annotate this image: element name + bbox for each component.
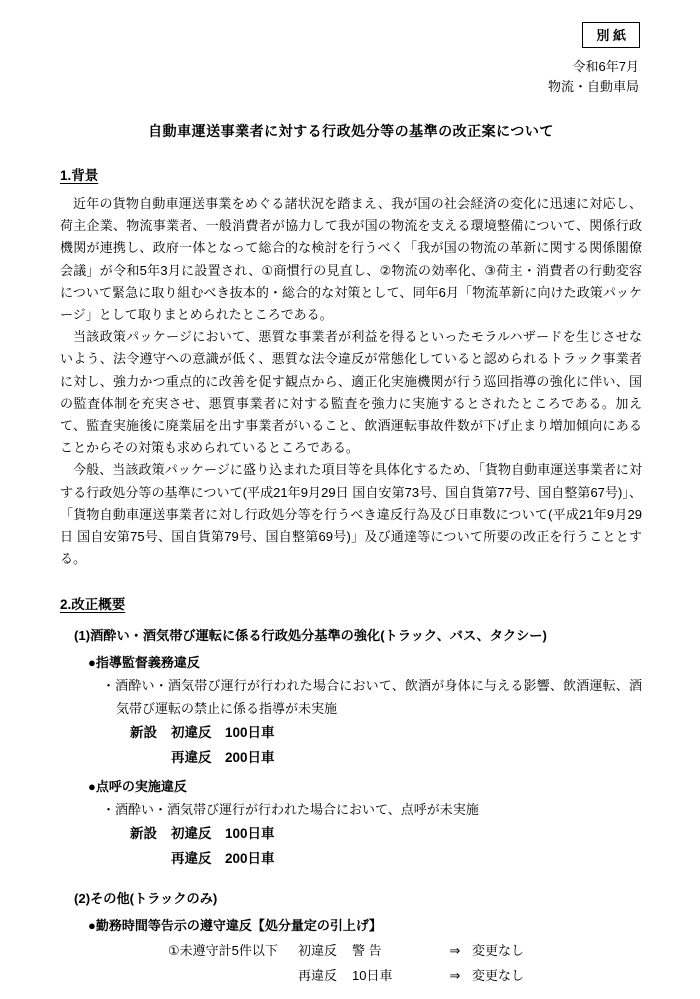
background-text bbox=[60, 193, 642, 570]
penalty-new-label: 新設 bbox=[130, 826, 157, 842]
arrow-icon: ⇒ bbox=[449, 943, 461, 959]
section-2-heading: 2.改正概要 bbox=[60, 597, 126, 613]
working-hours-bullet: ●勤務時間等告示の遵守違反【処分量定の引上げ】 bbox=[88, 918, 382, 934]
row-violation-label: 初違反 bbox=[298, 943, 338, 959]
penalty-first-value: 100日車 bbox=[225, 724, 275, 740]
attachment-label: 別 紙 bbox=[582, 22, 640, 48]
violation-block-rollcall bbox=[60, 775, 642, 871]
background-paragraph-2: 当該政策パッケージにおいて、悪質な事業者が利益を得るといったモラルハザードを生じさせないよう、法令遵守への意識が低く、悪質な法令違反が常態化していると認められるトラック事業者に対し、強力かつ重点的に改善を促す観点から、適正化実施機関が行う巡回指導の強化に伴い、国の監査体制を充実させ、悪質事業者に対する監査を強力に実施するとされたところである。加えて、監査実施後に廃業届を出す事業者がいること、飲酒運転事故件数が下げ止まり増加傾向にあることからその対策も求められているところである。 bbox=[60, 329, 642, 456]
background-paragraph-3: 今般、当該政策パッケージに盛り込まれた項目等を具体化するため、「貨物自動車運送事業者に対する行政処分等の基準について(平成21年9月29日 国自安第73号、国自貨第77号、国自整第67号)」、「貨物自動車運送事業者に対し行政処分等を行うべき違反行為及び日車数について(平成21年9月29日 国自安第75号、国自貨第79号、国自整第69号)」及び通達等について所要の改正を行うこととする。 bbox=[60, 462, 642, 567]
working-hours-row-repeat bbox=[168, 963, 642, 988]
violation-block-guidance bbox=[60, 651, 642, 769]
arrow-icon: ⇒ bbox=[449, 968, 461, 984]
violation-description: ・酒酔い・酒気帯び運行が行われた場合において、飲酒が身体に与える影響、飲酒運転、酒気帯び運転の禁止に係る指導が未実施 bbox=[102, 678, 642, 716]
penalty-first-label: 初違反 bbox=[171, 724, 212, 740]
section-revision-overview bbox=[60, 594, 642, 988]
penalty-first-label: 初違反 bbox=[171, 826, 212, 842]
penalty-new-label: 新設 bbox=[130, 724, 157, 740]
penalty-first-line bbox=[130, 821, 642, 846]
working-hours-row-first bbox=[168, 938, 642, 963]
violation-label: ●点呼の実施違反 bbox=[88, 778, 187, 794]
row-result: 変更なし bbox=[472, 943, 525, 959]
penalty-repeat-value: 200日車 bbox=[225, 749, 275, 765]
penalty-repeat-value: 200日車 bbox=[225, 851, 275, 867]
revision-item-1-heading: (1)酒酔い・酒気帯び運転に係る行政処分基準の強化(トラック、バス、タクシー) bbox=[74, 628, 547, 644]
penalty-repeat-label: 再違反 bbox=[171, 851, 212, 867]
row-condition: ①未遵守計5件以下 bbox=[168, 943, 278, 959]
penalty-repeat-label: 再違反 bbox=[171, 749, 212, 765]
row-violation-label: 再違反 bbox=[298, 968, 338, 984]
document-date: 令和6年7月 bbox=[572, 59, 639, 74]
issuing-bureau: 物流・自動車局 bbox=[547, 79, 639, 94]
document-title: 自動車運送事業者に対する行政処分等の基準の改正案について bbox=[148, 123, 554, 139]
row-result: 変更なし bbox=[472, 968, 525, 984]
penalty-repeat-line bbox=[130, 745, 642, 770]
section-1-heading: 1.背景 bbox=[60, 168, 99, 183]
penalty-repeat-line bbox=[130, 846, 642, 871]
violation-label: ●指導監督義務違反 bbox=[88, 655, 200, 671]
row-penalty-value: 10日車 bbox=[352, 968, 393, 984]
penalty-first-line bbox=[130, 720, 642, 745]
document-header bbox=[60, 22, 642, 97]
section-background bbox=[60, 165, 642, 570]
row-penalty-value: 警 告 bbox=[352, 943, 382, 959]
violation-description: ・酒酔い・酒気帯び運行が行われた場合において、点呼が未実施 bbox=[102, 801, 479, 817]
revision-item-2-heading: (2)その他(トラックのみ) bbox=[74, 891, 218, 907]
penalty-first-value: 100日車 bbox=[225, 826, 275, 842]
background-paragraph-1: 近年の貨物自動車運送事業をめぐる諸状況を踏まえ、我が国の社会経済の変化に迅速に対応し、荷主企業、物流事業者、一般消費者が協力して我が国の物流を支える環境整備について、関係行政機関が連携し、政府一体となって総合的な検討を行うべく「我が国の物流の革新に関する関係閣僚会議」が令和5年3月に設置され、①商慣行の見直し、②物流の効率化、③荷主・消費者の行動変容について緊急に取り組むべき抜本的・総合的な対策として、同年6月「物流革新に向けた政策パッケージ」として取りまとめられたところである。 bbox=[60, 196, 642, 323]
